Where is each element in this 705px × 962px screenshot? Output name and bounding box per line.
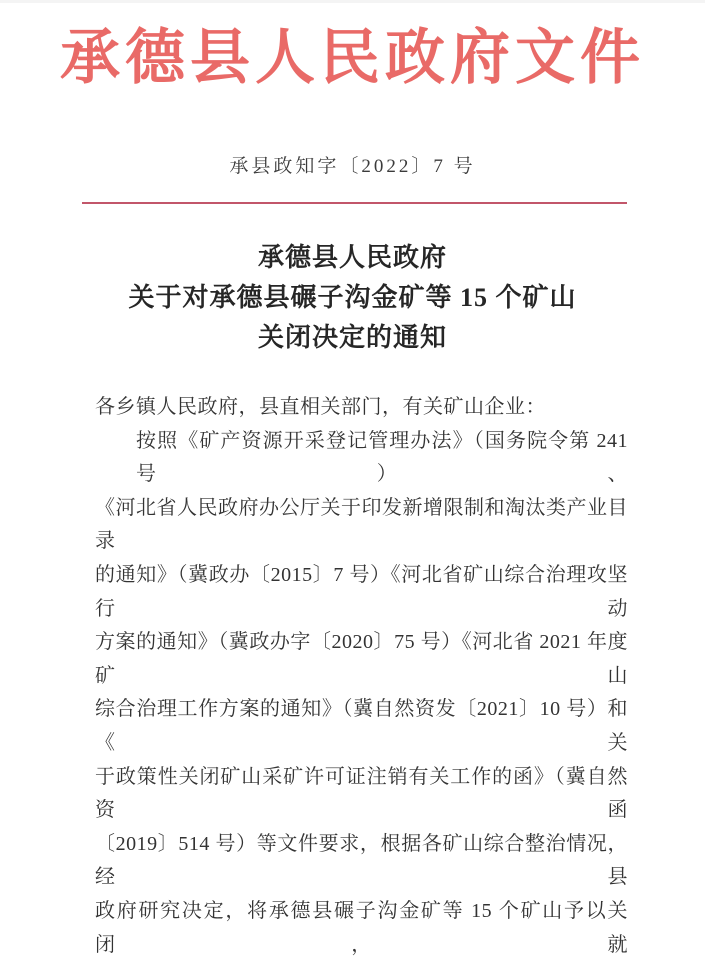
document-title-line3: 关闭决定的通知 [257,323,447,352]
body-line-3: 的通知》（冀政办〔2015〕7 号）《河北省矿山综合治理攻坚行动 [95,563,628,620]
body-line-2: 《河北省人民政府办公厅关于印发新增限制和淘汰类产业目录 [95,496,628,553]
body-line-5: 综合治理工作方案的通知》（冀自然资发〔2021〕10 号）和《关 [95,698,628,754]
body-line-7: 〔2019〕514 号）等文件要求，根据各矿山综合整治情况，经县 [95,832,628,889]
body-line-4: 方案的通知》（冀政办字〔2020〕75 号）《河北省 2021 年度矿山 [95,631,628,687]
red-divider-line [82,202,627,204]
document-title [0,238,705,358]
letterhead-title: 承德县人民政府文件 [60,25,645,91]
document-title-line2: 关于对承德县碾子沟金矿等 15 个矿山 [128,283,577,312]
body-line-6: 于政策性关闭矿山采矿许可证注销有关工作的函》（冀自然资函 [95,765,628,822]
salutation-line: 各乡镇人民政府，县直相关部门，有关矿山企业： [95,396,546,418]
body-line-8: 政府研究决定，将承德县碾子沟金矿等 15 个矿山予以关闭，就 [95,899,628,956]
document-title-line1: 承德县人民政府 [257,243,447,272]
document-number: 承县政知字〔2022〕7 号 [229,156,476,177]
document-body [95,391,628,962]
body-line-1: 按照《矿产资源开采登记管理办法》（国务院令第 241 号）、 [136,429,628,486]
